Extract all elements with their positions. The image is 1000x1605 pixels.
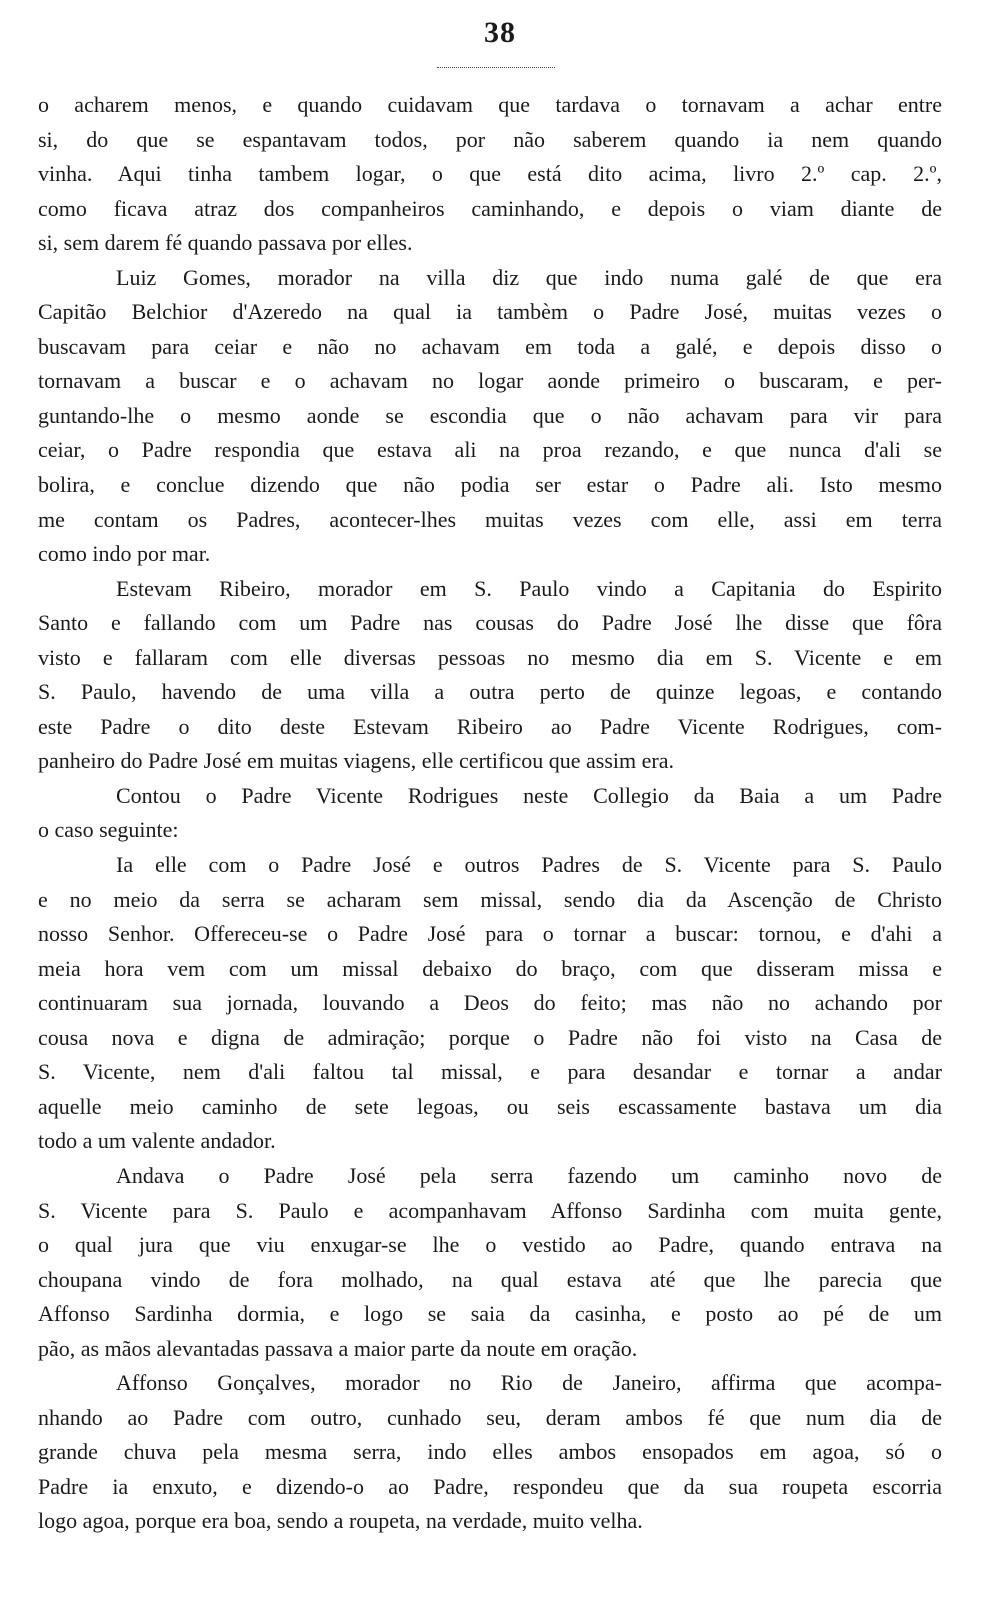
text-line: Capitão Belchior d'Azeredo na qual ia tambèm o Padre José, muitas vezes o bbox=[38, 299, 942, 325]
text-line: cousa nova e digna de admiração; porque o Padre não foi visto na Casa de bbox=[38, 1024, 942, 1050]
text-line: Affonso Sardinha dormia, e logo se saia da casinha, e posto ao pé de um bbox=[38, 1301, 942, 1327]
text-line: si, sem darem fé quando passava por elles. bbox=[38, 230, 413, 256]
text-line: choupana vindo de fora molhado, na qual estava até que lhe parecia que bbox=[38, 1266, 942, 1292]
text-line: vinha. Aqui tinha tambem logar, o que está dito acima, livro 2.º cap. 2.º, bbox=[38, 161, 942, 187]
text-line: panheiro do Padre José em muitas viagens, elle certificou que assim era. bbox=[38, 748, 674, 774]
text-line: como ficava atraz dos companheiros caminhando, e depois o viam diante de bbox=[38, 195, 942, 221]
text-line: nosso Senhor. Offereceu-se o Padre José para o tornar a buscar: tornou, e d'ahi a bbox=[38, 921, 942, 947]
text-line: me contam os Padres, acontecer-lhes muitas vezes com elle, assi em terra bbox=[38, 506, 942, 532]
text-line: Estevam Ribeiro, morador em S. Paulo vindo a Capitania do Espirito bbox=[116, 575, 942, 601]
text-line: visto e fallaram com elle diversas pessoas no mesmo dia em S. Vicente e em bbox=[38, 644, 942, 670]
text-line: Andava o Padre José pela serra fazendo um caminho novo de bbox=[116, 1162, 942, 1188]
text-line: logo agoa, porque era boa, sendo a roupeta, na verdade, muito velha. bbox=[38, 1508, 643, 1534]
text-line: S. Vicente para S. Paulo e acompanhavam Affonso Sardinha com muita gente, bbox=[38, 1197, 942, 1223]
text-line: grande chuva pela mesma serra, indo elles ambos ensopados em agoa, só o bbox=[38, 1439, 942, 1465]
text-line: o acharem menos, e quando cuidavam que tardava o tornavam a achar entre bbox=[38, 92, 942, 117]
body-text bbox=[38, 88, 942, 1539]
header-rule bbox=[437, 67, 555, 68]
text-line: si, do que se espantavam todos, por não saberem quando ia nem quando bbox=[38, 126, 942, 152]
text-line: tornavam a buscar e o achavam no logar aonde primeiro o buscaram, e per- bbox=[38, 368, 942, 394]
text-line: buscavam para ceiar e não no achavam em toda a galé, e depois disso o bbox=[38, 333, 942, 359]
text-line: bolira, e conclue dizendo que não podia ser estar o Padre ali. Isto mesmo bbox=[38, 472, 942, 498]
text-line: este Padre o dito deste Estevam Ribeiro ao Padre Vicente Rodrigues, com- bbox=[38, 713, 942, 739]
text-line: e no meio da serra se acharam sem missal, sendo dia da Ascenção de Christo bbox=[38, 886, 942, 912]
text-line: Santo e fallando com um Padre nas cousas do Padre José lhe disse que fôra bbox=[38, 610, 942, 636]
text-line: todo a um valente andador. bbox=[38, 1128, 276, 1154]
text-line: guntando-lhe o mesmo aonde se escondia que o não achavam para vir para bbox=[38, 402, 942, 428]
text-line: S. Vicente, nem d'ali faltou tal missal, e para desandar e tornar a andar bbox=[38, 1059, 942, 1085]
text-line: aquelle meio caminho de sete legoas, ou seis escassamente bastava um dia bbox=[38, 1093, 942, 1119]
text-line: Luiz Gomes, morador na villa diz que indo numa galé de que era bbox=[116, 264, 942, 290]
text-line: Padre ia enxuto, e dizendo-o ao Padre, respondeu que da sua roupeta escorria bbox=[38, 1473, 942, 1499]
text-line: o caso seguinte: bbox=[38, 817, 179, 843]
text-line: o qual jura que viu enxugar-se lhe o vestido ao Padre, quando entrava na bbox=[38, 1232, 942, 1258]
text-line: meia hora vem com um missal debaixo do braço, com que disseram missa e bbox=[38, 955, 942, 981]
text-line: ceiar, o Padre respondia que estava ali na proa rezando, e que nunca d'ali se bbox=[38, 437, 942, 463]
text-line: pão, as mãos alevantadas passava a maior parte da noute em oração. bbox=[38, 1335, 638, 1361]
text-line: continuaram sua jornada, louvando a Deos do feito; mas não no achando por bbox=[38, 990, 942, 1016]
text-line: Affonso Gonçalves, morador no Rio de Janeiro, affirma que acompa- bbox=[116, 1370, 942, 1396]
text-line: Ia elle com o Padre José e outros Padres de S. Vicente para S. Paulo bbox=[116, 852, 942, 878]
text-line: S. Paulo, havendo de uma villa a outra perto de quinze legoas, e contando bbox=[38, 679, 942, 705]
page-number: 38 bbox=[484, 16, 516, 49]
text-line: nhando ao Padre com outro, cunhado seu, deram ambos fé que num dia de bbox=[38, 1404, 942, 1430]
text-line: Contou o Padre Vicente Rodrigues neste Collegio da Baia a um Padre bbox=[116, 782, 942, 808]
text-line: como indo por mar. bbox=[38, 541, 211, 567]
